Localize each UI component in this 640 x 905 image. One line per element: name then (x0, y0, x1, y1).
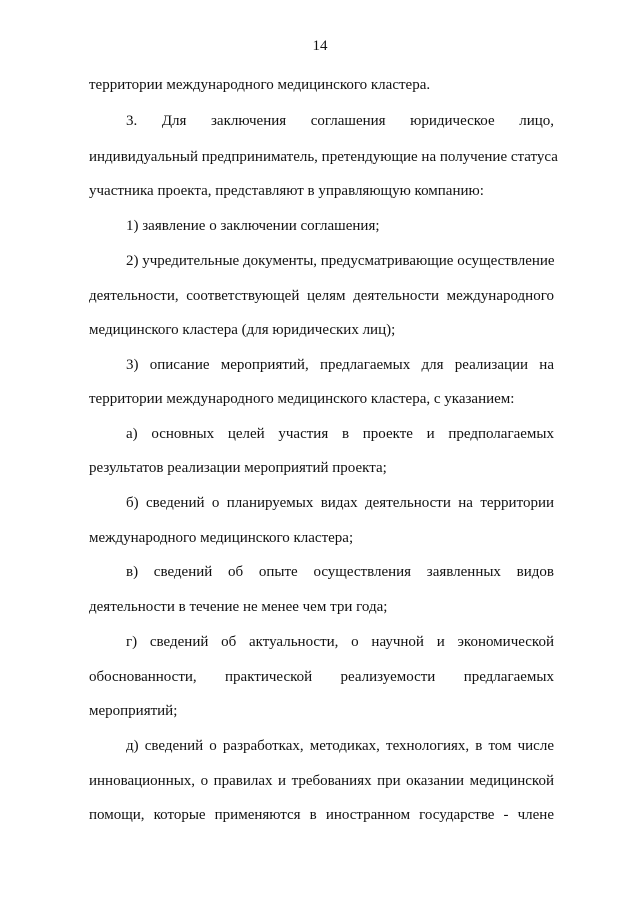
text-line: а) основных целей участия в проекте и предполагаемых (126, 426, 554, 442)
text-line: обоснованности, практической реализуемости предлагаемых (89, 669, 554, 685)
text-line: участника проекта, представляют в управляющую компанию: (89, 183, 484, 199)
text-line: д) сведений о разработках, методиках, технологиях, в том числе (126, 738, 554, 754)
text-line: 3. Для заключения соглашения юридическое лицо, (126, 113, 554, 129)
text-line: г) сведений об актуальности, о научной и экономической (126, 634, 554, 650)
text-line: в) сведений об опыте осуществления заявленных видов (126, 564, 554, 580)
text-line: международного медицинского кластера; (89, 530, 354, 546)
text-line: инновационных, о правилах и требованиях при оказании медицинской (89, 773, 554, 789)
text-line: 3) описание мероприятий, предлагаемых для реализации на (126, 357, 554, 373)
text-line: территории международного медицинского кластера, с указанием: (89, 391, 515, 407)
text-line: помощи, которые применяются в иностранном государстве - члене (89, 807, 554, 823)
page-number: 14 (312, 38, 328, 54)
text-line: 2) учредительные документы, предусматривающие осуществление (126, 253, 555, 269)
text-line: результатов реализации мероприятий проекта; (89, 460, 387, 476)
text-line: территории международного медицинского кластера. (89, 77, 431, 93)
text-line: медицинского кластера (для юридических лиц); (89, 322, 396, 338)
text-line: 1) заявление о заключении соглашения; (126, 218, 380, 234)
text-line: индивидуальный предприниматель, претендующие на получение статуса (89, 149, 558, 165)
text-line: мероприятий; (89, 703, 178, 719)
text-line: деятельности в течение не менее чем три года; (89, 599, 388, 615)
text-line: б) сведений о планируемых видах деятельности на территории (126, 495, 554, 511)
text-line: деятельности, соответствующей целям деятельности международного (89, 288, 554, 304)
